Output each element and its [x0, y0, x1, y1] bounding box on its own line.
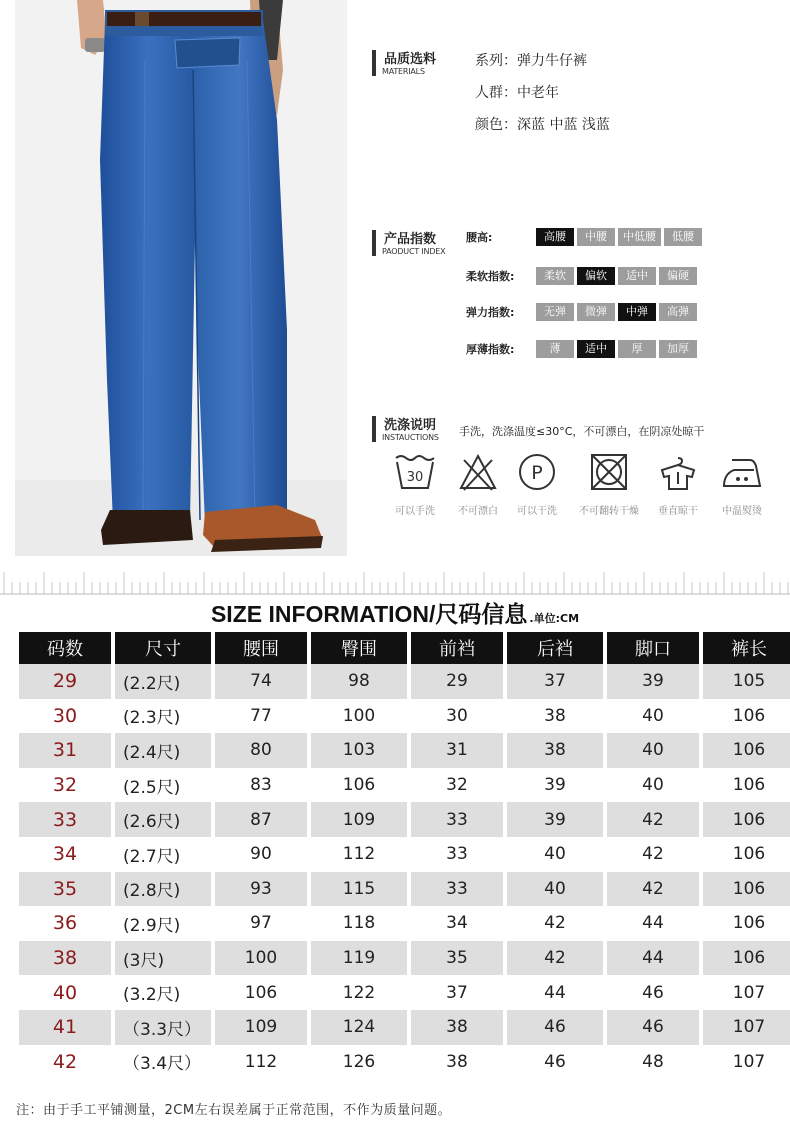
table-cell: 109: [215, 1010, 307, 1045]
table-row: [19, 1045, 790, 1080]
table-cell: 42: [507, 941, 603, 976]
table-row: [19, 1010, 790, 1045]
table-cell: 122: [342, 982, 376, 1003]
table-cell: 103: [311, 733, 407, 768]
table-cell: 100: [342, 705, 376, 726]
care-label: 可以手洗: [395, 506, 435, 517]
table-cell: 106: [732, 775, 766, 796]
size-table-body: [19, 664, 790, 1079]
table-row: [19, 941, 790, 976]
table-cell: 48: [642, 1051, 664, 1072]
table-cell: 115: [311, 872, 407, 907]
size-unit: .单位:CM: [529, 612, 580, 625]
index-options: [536, 228, 702, 246]
index-option: 适中: [577, 340, 615, 358]
table-cell: 109: [311, 802, 407, 837]
column-header: 裤长: [703, 632, 790, 664]
table-row: [19, 837, 790, 872]
size-chi-cell: (2.4尺): [115, 733, 211, 768]
size-code-cell: 29: [19, 664, 111, 699]
size-title: SIZE INFORMATION/尺码信息: [210, 601, 528, 627]
hand-wash-30-icon: [393, 452, 437, 492]
table-cell: 46: [642, 982, 664, 1003]
size-chi-cell: (2.3尺): [123, 708, 181, 729]
table-cell: 74: [215, 664, 307, 699]
index-option: 加厚: [659, 340, 697, 358]
table-cell: 106: [244, 982, 278, 1003]
care-label: 垂直晾干: [658, 506, 698, 517]
materials-title: 品质选料: [384, 52, 437, 67]
table-cell: 44: [642, 913, 664, 934]
table-cell: 90: [250, 844, 272, 865]
index-option: 中低腰: [618, 228, 661, 246]
index-option: 柔软: [536, 267, 574, 285]
size-code-cell: 30: [52, 704, 78, 727]
index-option: 偏硬: [659, 267, 697, 285]
table-cell: 33: [411, 802, 503, 837]
table-cell: 30: [446, 705, 468, 726]
dry-clean-icon: [517, 452, 557, 492]
table-cell: 106: [703, 733, 790, 768]
table-cell: 83: [250, 775, 272, 796]
table-cell: 40: [642, 705, 664, 726]
table-cell: 33: [446, 844, 468, 865]
index-option: 高腰: [536, 228, 574, 246]
wash-title: 洗涤说明: [384, 418, 437, 433]
audience-line: 人群：中老年: [475, 85, 559, 101]
table-cell: 97: [250, 913, 272, 934]
table-cell: 119: [311, 941, 407, 976]
table-cell: 106: [732, 913, 766, 934]
size-table-header: [19, 632, 790, 664]
care-label: 可以干洗: [517, 506, 557, 517]
size-code-cell: 36: [52, 912, 78, 935]
table-cell: 100: [215, 941, 307, 976]
table-cell: 39: [544, 775, 566, 796]
care-item: [447, 452, 509, 517]
color-line: 颜色：深蓝 中蓝 浅蓝: [475, 117, 610, 133]
index-option: 中腰: [577, 228, 615, 246]
index-option: 中弹: [618, 303, 656, 321]
size-title-block: [0, 596, 790, 629]
table-row: [19, 906, 790, 941]
size-code-cell: 34: [52, 843, 78, 866]
table-cell: 105: [703, 664, 790, 699]
table-cell: 106: [703, 872, 790, 907]
index-label: 腰高:: [466, 231, 493, 244]
table-cell: 46: [607, 1010, 699, 1045]
size-chi-cell: （3.3尺）: [115, 1010, 211, 1045]
size-chi-cell: (2.9尺): [123, 915, 181, 936]
size-chi-cell: (2.8尺): [115, 872, 211, 907]
table-cell: 38: [411, 1010, 503, 1045]
size-chi-cell: (3尺): [115, 941, 211, 976]
size-chi-cell: (2.6尺): [115, 802, 211, 837]
table-row: [19, 975, 790, 1010]
index-option: 薄: [536, 340, 574, 358]
care-item: [384, 452, 446, 517]
table-cell: 38: [544, 705, 566, 726]
table-cell: 87: [215, 802, 307, 837]
table-cell: 77: [250, 705, 272, 726]
materials-subtitle: MATERIALS: [382, 67, 425, 76]
table-cell: 106: [342, 775, 376, 796]
table-cell: 40: [642, 775, 664, 796]
table-cell: 80: [215, 733, 307, 768]
jeans-model-image: [15, 0, 347, 556]
wash-temp-symbol: 30: [406, 470, 424, 485]
index-option: 无弹: [536, 303, 574, 321]
size-chi-cell: （3.4尺）: [123, 1054, 202, 1075]
index-option: 微弹: [577, 303, 615, 321]
table-cell: 35: [411, 941, 503, 976]
table-cell: 44: [607, 941, 699, 976]
column-header: 后裆: [507, 632, 603, 664]
table-cell: 106: [732, 844, 766, 865]
section-marker: [372, 50, 376, 76]
table-cell: 42: [607, 802, 699, 837]
table-cell: 38: [446, 1051, 468, 1072]
table-cell: 32: [446, 775, 468, 796]
care-item: [506, 452, 568, 517]
table-cell: 46: [507, 1010, 603, 1045]
no-tumble-dry-icon: [589, 452, 629, 492]
table-cell: 34: [446, 913, 468, 934]
table-row: [19, 872, 790, 907]
table-cell: 39: [507, 802, 603, 837]
column-header: 腰围: [215, 632, 307, 664]
table-cell: 44: [544, 982, 566, 1003]
table-cell: 29: [411, 664, 503, 699]
index-label: 柔软指数:: [466, 270, 515, 283]
size-code-cell: 35: [19, 872, 111, 907]
size-code-cell: 42: [52, 1050, 78, 1073]
table-row: [19, 733, 790, 768]
table-cell: 107: [703, 1010, 790, 1045]
table-cell: 98: [311, 664, 407, 699]
size-code-cell: 38: [19, 941, 111, 976]
section-marker: [372, 230, 376, 256]
column-header: 臀围: [311, 632, 407, 664]
wash-subtitle: INSTAUCTIONS: [382, 433, 439, 442]
dry-clean-symbol: P: [531, 462, 543, 484]
column-header: 尺寸: [115, 632, 211, 664]
table-cell: 106: [732, 705, 766, 726]
index-option: 厚: [618, 340, 656, 358]
index-options: [536, 267, 697, 285]
table-cell: 38: [507, 733, 603, 768]
table-cell: 40: [607, 733, 699, 768]
size-code-cell: 32: [52, 774, 78, 797]
index-options: [536, 303, 697, 321]
index-label: 弹力指数:: [466, 306, 515, 319]
index-option: 高弹: [659, 303, 697, 321]
table-cell: 40: [507, 872, 603, 907]
table-row: [19, 802, 790, 837]
index-label: 厚薄指数:: [466, 343, 515, 356]
index-options: [536, 340, 697, 358]
series-line: 系列：弹力牛仔裤: [475, 53, 587, 69]
care-item: [647, 452, 709, 517]
index-subtitle: PAODUCT INDEX: [382, 247, 446, 256]
table-cell: 37: [507, 664, 603, 699]
index-title: 产品指数: [384, 232, 437, 247]
table-cell: 107: [732, 982, 766, 1003]
index-option: 偏软: [577, 267, 615, 285]
size-table: [15, 632, 790, 1079]
size-code-cell: 31: [19, 733, 111, 768]
table-cell: 112: [342, 844, 376, 865]
care-label: 不可漂白: [458, 506, 498, 517]
table-cell: 46: [544, 1051, 566, 1072]
ruler-divider: [0, 560, 790, 596]
table-cell: 40: [544, 844, 566, 865]
table-cell: 126: [342, 1051, 376, 1072]
hang-dry-icon: [658, 452, 698, 492]
table-cell: 106: [703, 802, 790, 837]
size-code-cell: 33: [19, 802, 111, 837]
table-row: [19, 664, 790, 699]
size-chi-cell: (2.5尺): [123, 777, 181, 798]
table-cell: 124: [311, 1010, 407, 1045]
table-cell: 106: [703, 941, 790, 976]
table-cell: 42: [642, 844, 664, 865]
table-cell: 37: [446, 982, 468, 1003]
column-header: 脚口: [607, 632, 699, 664]
care-item: [578, 452, 640, 517]
section-marker: [372, 416, 376, 442]
table-row: [19, 699, 790, 734]
size-chi-cell: (2.7尺): [123, 846, 181, 867]
care-label: 不可翻转干燥: [579, 506, 639, 517]
table-cell: 33: [411, 872, 503, 907]
table-cell: 31: [411, 733, 503, 768]
care-item: [711, 452, 773, 517]
product-photo: [15, 0, 347, 556]
table-cell: 118: [342, 913, 376, 934]
iron-medium-icon: [720, 452, 764, 492]
size-code-cell: 41: [19, 1010, 111, 1045]
table-cell: 42: [607, 872, 699, 907]
table-cell: 42: [544, 913, 566, 934]
table-cell: 107: [732, 1051, 766, 1072]
table-cell: 93: [215, 872, 307, 907]
column-header: 前裆: [411, 632, 503, 664]
table-cell: 39: [607, 664, 699, 699]
no-bleach-icon: [458, 452, 498, 492]
table-row: [19, 768, 790, 803]
index-option: 适中: [618, 267, 656, 285]
care-label: 中温熨烫: [722, 506, 762, 517]
column-header: 码数: [19, 632, 111, 664]
size-chi-cell: (3.2尺): [123, 985, 181, 1006]
index-option: 低腰: [664, 228, 702, 246]
measurement-note: 注：由于手工平铺测量，2CM左右误差属于正常范围，不作为质量问题。: [16, 1103, 452, 1118]
size-chi-cell: (2.2尺): [115, 664, 211, 699]
size-code-cell: 40: [52, 981, 78, 1004]
wash-description: 手洗，洗涤温度≤30°C，不可漂白，在阴凉处晾干: [459, 425, 705, 438]
table-cell: 112: [244, 1051, 278, 1072]
